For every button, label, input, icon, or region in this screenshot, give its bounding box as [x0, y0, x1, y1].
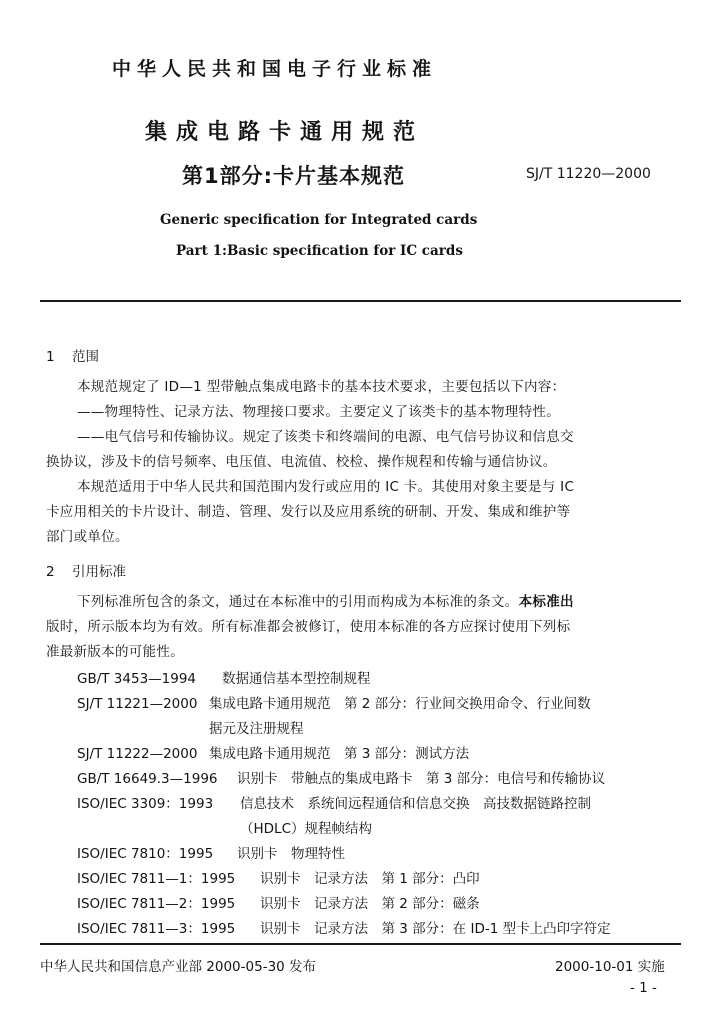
reference-item — [77, 742, 469, 762]
paragraph-line: 准最新版本的可能性。 — [46, 644, 184, 660]
header-divider — [40, 300, 681, 302]
intro-text-emphasis: 本标准出 — [518, 594, 574, 610]
document-subtitle: 第1部分:卡片基本规范 — [182, 164, 406, 188]
reference-code: SJ/T 11222—2000 — [77, 746, 198, 762]
reference-item — [77, 842, 345, 862]
section-number: 1 — [46, 349, 55, 365]
reference-title: 识别卡 记录方法 第 2 部分：磁条 — [260, 896, 480, 912]
paragraph-line: ——物理特性、记录方法、物理接口要求。主要定义了该类卡的基本物理特性。 — [77, 404, 560, 420]
reference-item — [77, 917, 611, 937]
paragraph-line: 本规范规定了 ID—1 型带触点集成电路卡的基本技术要求，主要包括以下内容： — [77, 379, 566, 395]
reference-title: 识别卡 记录方法 第 3 部分：在 ID-1 型卡上凸印字符定 — [260, 921, 611, 937]
publisher-line: 中华人民共和国信息产业部 2000-05-30 发布 — [40, 959, 317, 975]
reference-code: ISO/IEC 7811—3：1995 — [77, 921, 236, 937]
reference-title: 信息技术 系统间远程通信和信息交换 高技数据链路控制 — [240, 796, 591, 812]
reference-title-continuation: 据元及注册规程 — [209, 721, 304, 737]
reference-title: 识别卡 物理特性 — [237, 846, 345, 862]
reference-code: SJ/T 11221—2000 — [77, 696, 198, 712]
paragraph-line: 版时，所示版本均为有效。所有标准都会被修订，使用本标准的各方应探讨使用下列标 — [46, 619, 571, 635]
reference-title: 集成电路卡通用规范 第 3 部分：测试方法 — [209, 746, 470, 762]
reference-code: GB/T 16649.3—1996 — [77, 771, 218, 787]
intro-text: 下列标准所包含的条文，通过在本标准中的引用而构成为本标准的条文。 — [77, 594, 519, 610]
section-title: 范围 — [72, 349, 99, 365]
paragraph-line: 本规范适用于中华人民共和国范围内发行或应用的 IC 卡。其使用对象主要是与 IC — [77, 479, 575, 495]
paragraph-line: 部门或单位。 — [46, 529, 129, 545]
reference-code: ISO/IEC 3309：1993 — [77, 796, 214, 812]
section-title: 引用标准 — [72, 564, 126, 580]
paragraph-line: 换协议，涉及卡的信号频率、电压值、电流值、校检、操作规程和传输与通信协议。 — [46, 454, 557, 470]
reference-title: 识别卡 带触点的集成电路卡 第 3 部分：电信号和传输协议 — [237, 771, 606, 787]
reference-item — [77, 692, 591, 712]
paragraph-line: 卡应用相关的卡片设计、制造、管理、发行以及应用系统的研制、开发、集成和维护等 — [46, 504, 571, 520]
standard-type-heading: 中华人民共和国电子行业标准 — [112, 58, 438, 80]
english-subtitle: Part 1:Basic specification for IC cards — [176, 243, 463, 259]
page-number: - 1 - — [630, 980, 657, 996]
section-number: 2 — [46, 564, 55, 580]
reference-title-continuation: （HDLC）规程帧结构 — [240, 821, 372, 837]
reference-title: 识别卡 记录方法 第 1 部分：凸印 — [260, 871, 480, 887]
reference-code: ISO/IEC 7811—1：1995 — [77, 871, 236, 887]
reference-item — [77, 867, 480, 887]
footer-divider — [40, 943, 681, 945]
reference-title: 数据通信基本型控制规程 — [222, 671, 371, 687]
document-title: 集成电路卡通用规范 — [145, 120, 425, 145]
reference-item — [77, 767, 605, 787]
section-2-heading — [46, 560, 126, 580]
reference-code: ISO/IEC 7811—2：1995 — [77, 896, 236, 912]
reference-code: GB/T 3453—1994 — [77, 671, 197, 687]
standard-code: SJ/T 11220—2000 — [526, 166, 651, 182]
english-title: Generic specification for Integrated cards — [160, 212, 478, 228]
reference-item — [77, 667, 371, 687]
paragraph-line: ——电气信号和传输协议。规定了该类卡和终端间的电源、电气信号协议和信息交 — [77, 429, 574, 445]
section-1-heading — [46, 345, 99, 365]
reference-title: 集成电路卡通用规范 第 2 部分：行业间交换用命令、行业间数 — [209, 696, 591, 712]
paragraph-line — [77, 590, 574, 610]
reference-item — [77, 892, 480, 912]
reference-item — [77, 792, 591, 812]
effective-date: 2000-10-01 实施 — [555, 959, 665, 975]
reference-code: ISO/IEC 7810：1995 — [77, 846, 214, 862]
